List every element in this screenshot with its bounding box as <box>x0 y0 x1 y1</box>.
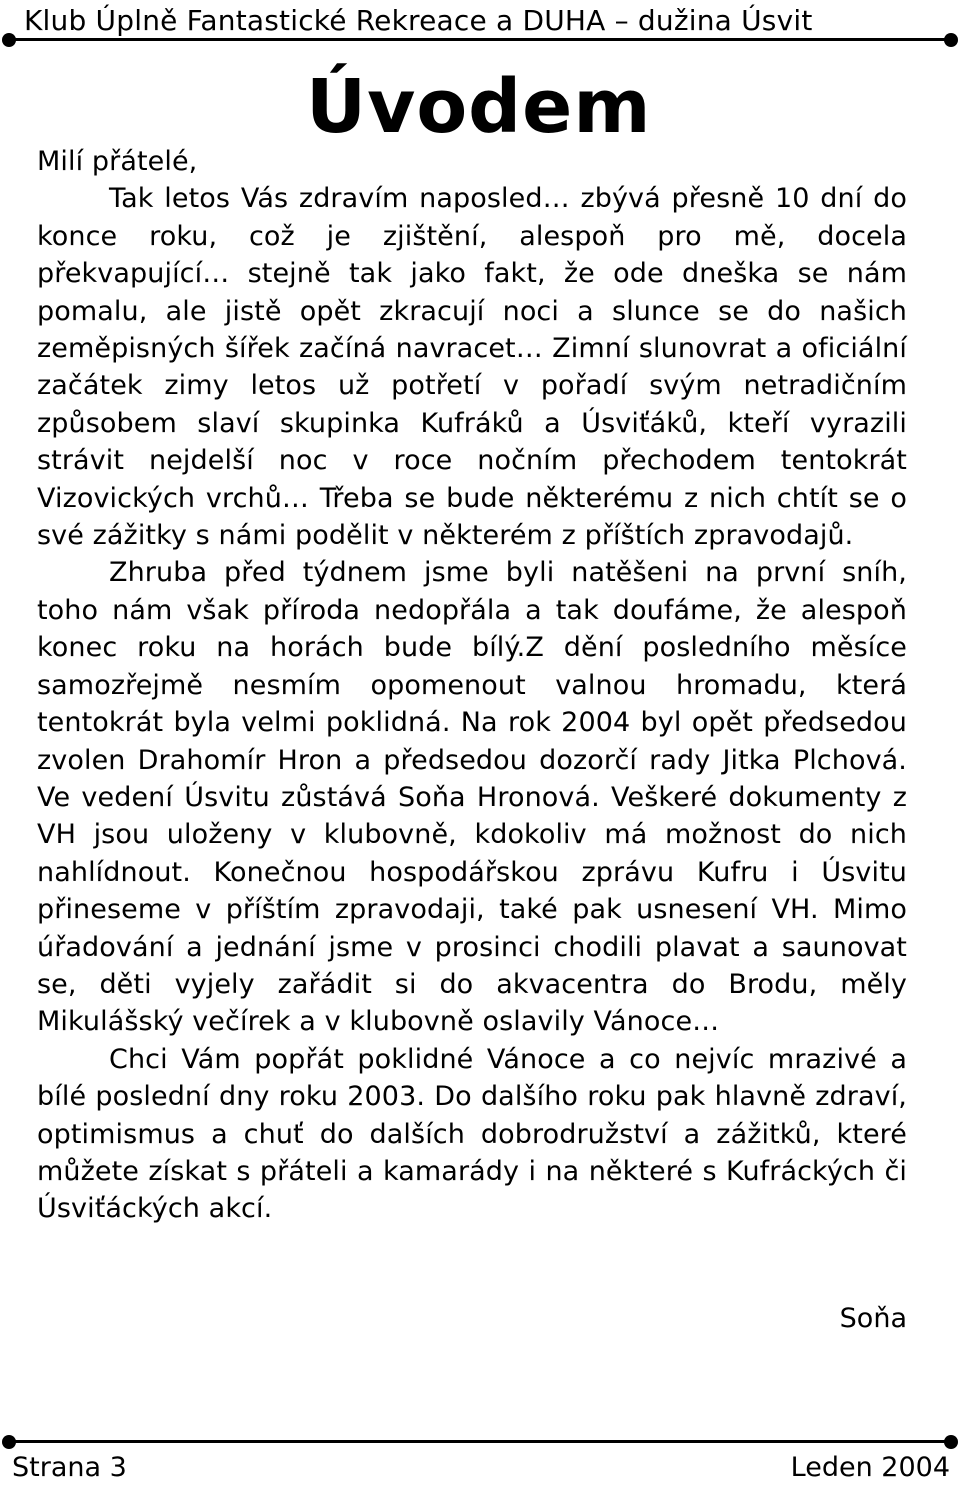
footer-rule <box>8 1440 952 1443</box>
article-body <box>37 143 907 1228</box>
header-title: Klub Úplně Fantastické Rekreace a DUHA – dužina Úsvit <box>24 4 813 37</box>
paragraph-1: Tak letos Vás zdravím naposled… zbývá přesně 10 dní do konce roku, což je zjištění, alespoň pro mě, docela překvapující… stejně tak jako fakt, že ode dneška se nám pomalu, ale jistě opět zkracují noci a slunce se do našich zeměpisných šířek začíná navracet… Zimní slunovrat a oficiální začátek zimy letos už potřetí v pořadí svým netradičním způsobem slaví skupinka Kufráků a Úsviťáků, kteří vyrazili strávit nejdelší noc v roce nočním přechodem tentokrát Vizovických vrchů… Třeba se bude některému z nich chtít se o své zážitky s námi podělit v některém z příštích zpravodajů. <box>37 183 907 552</box>
footer-rule-right-dot <box>944 1435 958 1449</box>
signature: Soňa <box>839 1303 907 1334</box>
paragraph-3: Chci Vám popřát poklidné Vánoce a co nejvíc mrazivé a bílé poslední dny roku 2003. Do dalšího roku pak hlavně zdraví, optimismus a chuť do dalších dobrodružství a zážitků, které můžete získat s přáteli a kamarády i na některé s Kufráckých či Úsviťáckých akcí. <box>37 1043 907 1225</box>
page-number: Strana 3 <box>12 1452 127 1483</box>
article-title: Úvodem <box>306 64 652 150</box>
header-rule <box>8 38 952 41</box>
paragraph-2: Zhruba před týdnem jsme byli natěšeni na první sníh, toho nám však příroda nedopřála a tak doufáme, že alespoň konec roku na horách bude bílý.Z dění posledního měsíce samozřejmě nesmím opomenout valnou hromadu, která tentokrát byla velmi poklidná. Na rok 2004 byl opět předsedou zvolen Drahomír Hron a předsedou dozorčí rady Jitka Plchová. Ve vedení Úsvitu zůstává Soňa Hronová. Veškeré dokumenty z VH jsou uloženy v klubovně, kdokoliv má možnost do nich nahlídnout. Konečnou hospodářskou zprávu Kufru i Úsvitu přineseme v příštím zpravodaji, také pak usnesení VH. Mimo úřadování a jednání jsme v prosinci chodili plavat a saunovat se, děti vyjely zařádit si do akvacentra do Brodu, měly Mikulášský večírek a v klubovně oslavily Vánoce… <box>37 557 907 1038</box>
greeting: Milí přátelé, <box>37 146 198 177</box>
header-rule-right-dot <box>944 33 958 47</box>
issue-date: Leden 2004 <box>790 1452 950 1483</box>
